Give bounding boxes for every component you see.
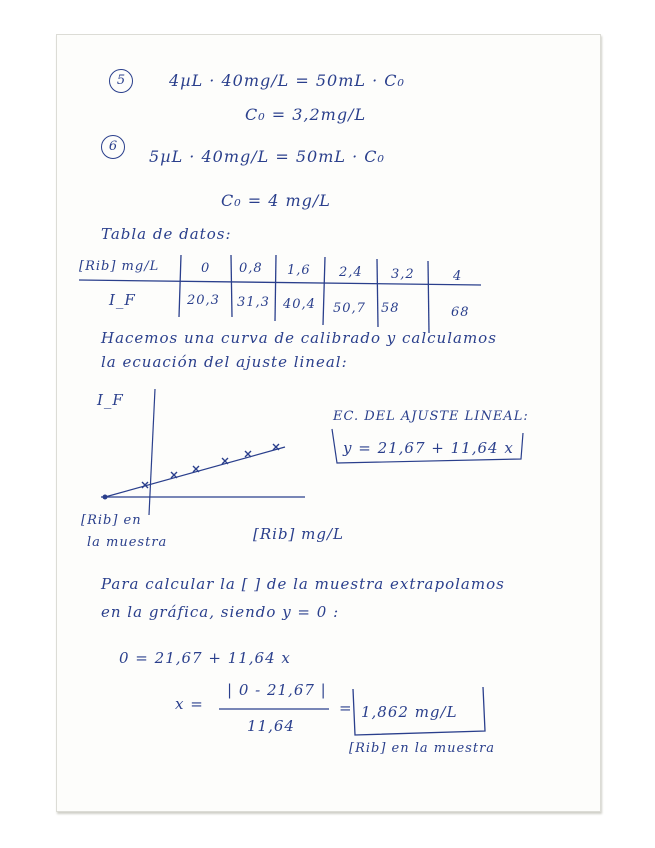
calibration-text-line-2: la ecuación del ajuste lineal: [101,353,348,371]
table-cell-intensity: 50,7 [333,301,366,316]
result-value: 1,862 mg/L [361,703,458,721]
fraction-numerator: | 0 - 21,67 | [227,681,327,699]
step-5-result: C₀ = 3,2mg/L [245,105,367,124]
fit-title: EC. DEL AJUSTE LINEAL: [333,409,529,424]
table-cell-concentration: 0,8 [239,261,263,276]
notebook-page [56,34,601,812]
table-title: Tabla de datos: [101,225,232,243]
step-6-number: 6 [101,135,125,159]
fraction-denominator: 11,64 [247,717,295,735]
table-cell-intensity: 31,3 [237,295,270,310]
step-5-number: 5 [109,69,133,93]
table-cell-intensity: 20,3 [187,293,220,308]
table-header-concentration: [Rib] mg/L [79,259,160,274]
extrapolation-text-line-1: Para calcular la [ ] de la muestra extrapolamos [101,575,505,593]
graph-x-axis-label: [Rib] mg/L [253,525,345,543]
table-cell-concentration: 2,4 [339,265,363,280]
sample-label-line-1: [Rib] en [81,513,142,528]
equals-sign: = [339,699,353,717]
result-label: [Rib] en la muestra [349,741,496,756]
x-symbol: x = [175,695,204,713]
step-6-equation: 5µL · 40mg/L = 50mL · C₀ [149,147,385,166]
table-cell-concentration: 4 [453,269,463,284]
sample-label-line-2: la muestra [87,535,168,550]
step-6-result: C₀ = 4 mg/L [221,191,331,210]
zero-equation: 0 = 21,67 + 11,64 x [119,649,291,667]
fraction-bar [57,35,600,811]
table-cell-concentration: 3,2 [391,267,415,282]
table-cell-intensity: 58 [381,301,400,316]
table-cell-intensity: 68 [451,305,470,320]
step-5-equation: 4µL · 40mg/L = 50mL · C₀ [169,71,405,90]
table-header-intensity: I_F [109,291,136,309]
table-cell-concentration: 1,6 [287,263,311,278]
fit-equation: y = 21,67 + 11,64 x [343,439,514,457]
table-cell-concentration: 0 [201,261,211,276]
extrapolation-text-line-2: en la gráfica, siendo y = 0 : [101,603,340,621]
calibration-text-line-1: Hacemos una curva de calibrado y calculamos [101,329,497,347]
table-cell-intensity: 40,4 [283,297,316,312]
graph-y-axis-label: I_F [97,391,124,409]
